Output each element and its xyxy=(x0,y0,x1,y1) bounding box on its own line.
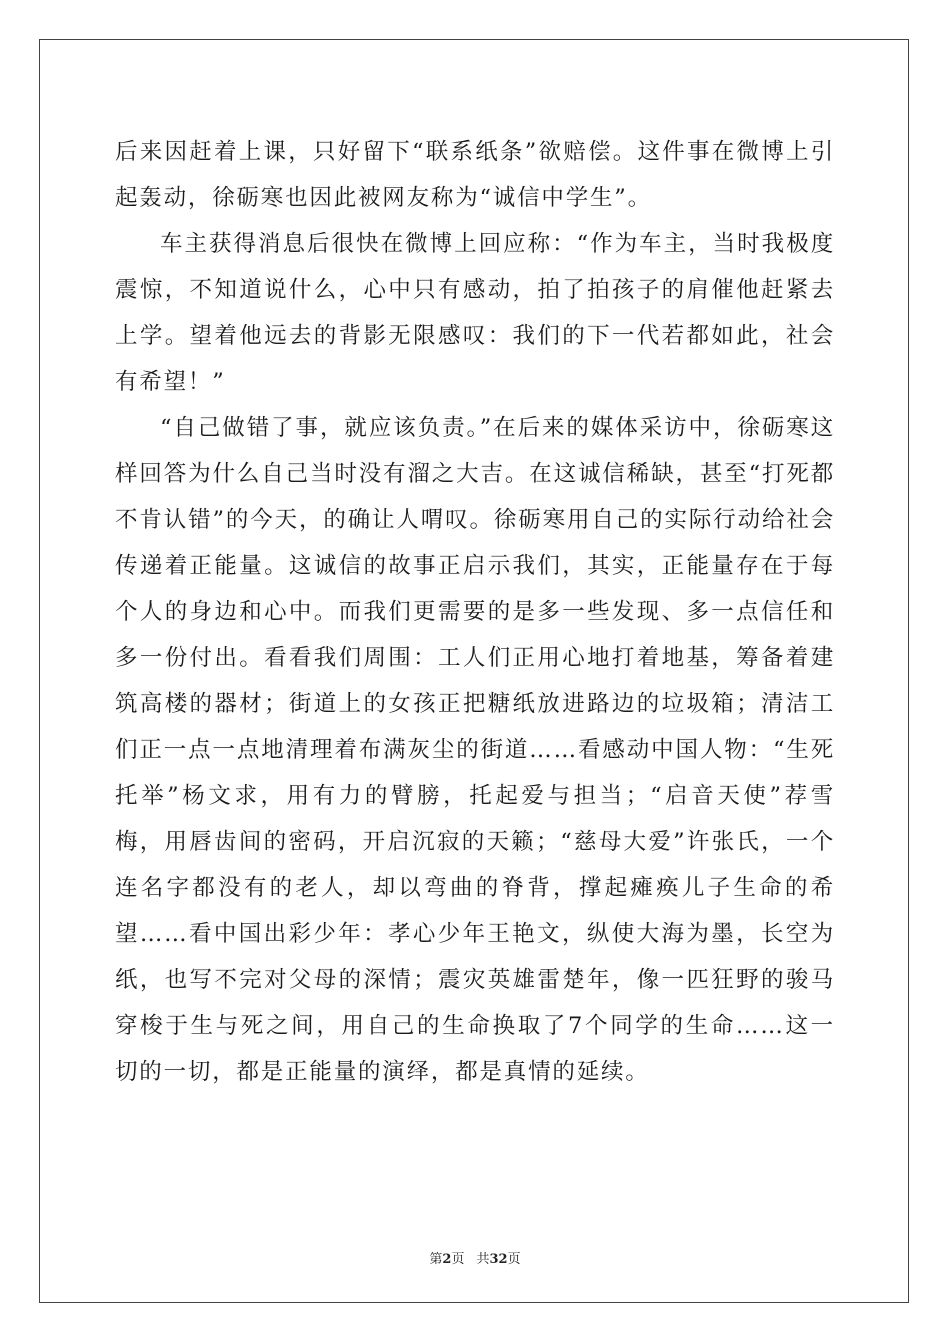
document-body xyxy=(115,129,835,1095)
page-suffix: 页 xyxy=(451,1252,465,1267)
total-pages: 32 xyxy=(489,1252,508,1267)
paragraph-3: “自己做错了事，就应该负责。”在后来的媒体采访中，徐砺寒这样回答为什么自己当时没有溜之大吉。在这诚信稀缺，甚至“打死都不肯认错”的今天，的确让人喟叹。徐砺寒用自己的实际行动给社会传递着正能量。这诚信的故事正启示我们，其实，正能量存在于每个人的身边和心中。而我们更需要的是多一些发现、多一点信任和多一份付出。看看我们周围：工人们正用心地打着地基，筹备着建筑高楼的器材；街道上的女孩正把糖纸放进路边的垃圾箱；清洁工们正一点一点地清理着布满灰尘的街道……看感动中国人物：“生死托举”杨文求，用有力的臂膀，托起爱与担当；“启音天使”荐雪梅，用唇齿间的密码，开启沉寂的天籁；“慈母大爱”许张氏，一个连名字都没有的老人，却以弯曲的脊背，撑起瘫痪儿子生命的希望……看中国出彩少年：孝心少年王艳文，纵使大海为墨，长空为纸，也写不完对父母的深情；震灾英雄雷楚年，像一匹狂野的骏马穿梭于生与死之间，用自己的生命换取了7个同学的生命……这一切的一切，都是正能量的演绎，都是真情的延续。 xyxy=(115,415,835,1085)
paragraph-2: 车主获得消息后很快在微博上回应称：“作为车主，当时我极度震惊，不知道说什么，心中只有感动，拍了拍孩子的肩催他赶紧去上学。望着他远去的背影无限感叹：我们的下一代若都如此，社会有希望！” xyxy=(115,231,835,395)
page-footer xyxy=(0,1248,950,1267)
page-number: 2 xyxy=(442,1252,452,1267)
page-prefix: 第 xyxy=(429,1252,443,1267)
total-suffix: 页 xyxy=(507,1252,521,1267)
paragraph-1: 后来因赶着上课，只好留下“联系纸条”欲赔偿。这件事在微博上引起轰动，徐砺寒也因此被网友称为“诚信中学生”。 xyxy=(115,139,835,211)
total-prefix: 共 xyxy=(476,1252,490,1267)
